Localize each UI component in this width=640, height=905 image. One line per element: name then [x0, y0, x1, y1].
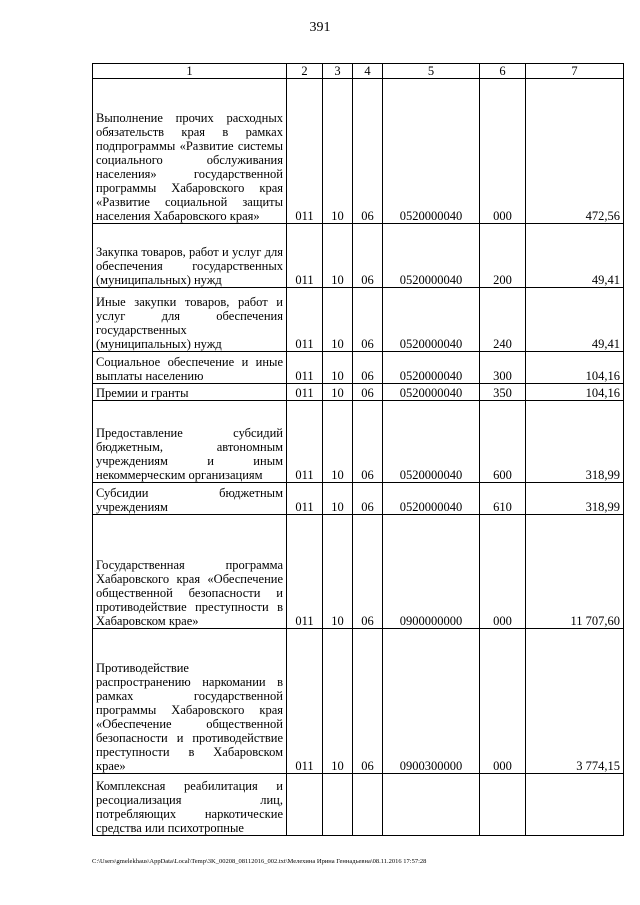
target-code: 0900300000 [383, 629, 480, 774]
file-path-footer: C:\Users\gmelekhaus\AppData\Local\Temp\3K_00208_08112016_002.txt\Мелехина Ирина Геннадьевна\08.11.2016 17:57:28 [92, 858, 427, 865]
ministry-code: 011 [287, 288, 323, 352]
section-code: 10 [323, 224, 353, 288]
table-row [93, 515, 624, 629]
header-col-4: 4 [353, 64, 383, 79]
ministry-code: 011 [287, 629, 323, 774]
table-row [93, 483, 624, 515]
section-code: 10 [323, 288, 353, 352]
target-code: 0520000040 [383, 483, 480, 515]
section-code: 10 [323, 483, 353, 515]
amount: 318,99 [526, 401, 624, 483]
table-row [93, 384, 624, 401]
header-col-7: 7 [526, 64, 624, 79]
expense-type-code: 240 [480, 288, 526, 352]
subsection-code: 06 [353, 384, 383, 401]
amount: 472,56 [526, 79, 624, 224]
table-row [93, 224, 624, 288]
ministry-code: 011 [287, 224, 323, 288]
header-col-1: 1 [93, 64, 287, 79]
ministry-code: 011 [287, 515, 323, 629]
subsection-code: 06 [353, 483, 383, 515]
expense-name: Социальное обеспечение и иные выплаты населению [93, 352, 287, 384]
target-code: 0520000040 [383, 401, 480, 483]
section-code: 10 [323, 515, 353, 629]
expense-type-code: 600 [480, 401, 526, 483]
subsection-code: 06 [353, 352, 383, 384]
target-code: 0520000040 [383, 384, 480, 401]
amount: 11 707,60 [526, 515, 624, 629]
table-row [93, 79, 624, 224]
ministry-code: 011 [287, 352, 323, 384]
expense-type-code: 000 [480, 629, 526, 774]
table-row [93, 401, 624, 483]
header-col-3: 3 [323, 64, 353, 79]
subsection-code: 06 [353, 401, 383, 483]
expense-type-code: 200 [480, 224, 526, 288]
amount: 104,16 [526, 384, 624, 401]
subsection-code: 06 [353, 629, 383, 774]
section-code: 10 [323, 79, 353, 224]
header-col-2: 2 [287, 64, 323, 79]
target-code: 0520000040 [383, 352, 480, 384]
section-code: 10 [323, 384, 353, 401]
expense-name: Иные закупки товаров, работ и услуг для обеспечения государственных (муниципальных) нужд [93, 288, 287, 352]
subsection-code: 06 [353, 515, 383, 629]
target-code [383, 774, 480, 836]
expense-type-code: 000 [480, 515, 526, 629]
amount: 104,16 [526, 352, 624, 384]
target-code: 0520000040 [383, 288, 480, 352]
header-col-5: 5 [383, 64, 480, 79]
ministry-code: 011 [287, 79, 323, 224]
expense-name: Субсидии бюджетным учреждениям [93, 483, 287, 515]
expense-name: Выполнение прочих расходных обязательств края в рамках подпрограммы «Развитие системы социального обслуживания населения» государственной программы Хабаровского края «Развитие социальной защиты населения Хабаровского края» [93, 79, 287, 224]
amount: 49,41 [526, 288, 624, 352]
expense-type-code: 000 [480, 79, 526, 224]
table-row [93, 288, 624, 352]
expense-name: Предоставление субсидий бюджетным, автономным учреждениям и иным некоммерческим организациям [93, 401, 287, 483]
table-row [93, 352, 624, 384]
expense-name: Комплексная реабилитация и ресоциализация лиц, потребляющих наркотические средства или психотропные [93, 774, 287, 836]
subsection-code: 06 [353, 224, 383, 288]
table-row [93, 629, 624, 774]
expense-type-code: 610 [480, 483, 526, 515]
section-code: 10 [323, 352, 353, 384]
expense-type-code: 350 [480, 384, 526, 401]
expense-name: Государственная программа Хабаровского края «Обеспечение общественной безопасности и противодействие преступности в Хабаровском крае» [93, 515, 287, 629]
section-code: 10 [323, 401, 353, 483]
ministry-code: 011 [287, 483, 323, 515]
amount: 318,99 [526, 483, 624, 515]
expense-name: Закупка товаров, работ и услуг для обеспечения государственных (муниципальных) нужд [93, 224, 287, 288]
ministry-code [287, 774, 323, 836]
subsection-code: 06 [353, 288, 383, 352]
page-number: 391 [309, 20, 331, 35]
amount [526, 774, 624, 836]
subsection-code: 06 [353, 79, 383, 224]
target-code: 0520000040 [383, 224, 480, 288]
section-code [323, 774, 353, 836]
target-code: 0900000000 [383, 515, 480, 629]
expense-type-code: 300 [480, 352, 526, 384]
header-col-6: 6 [480, 64, 526, 79]
table-row [93, 774, 624, 836]
table-header-row [93, 64, 624, 79]
budget-table [92, 63, 624, 836]
amount: 49,41 [526, 224, 624, 288]
ministry-code: 011 [287, 401, 323, 483]
amount: 3 774,15 [526, 629, 624, 774]
ministry-code: 011 [287, 384, 323, 401]
expense-name: Премии и гранты [93, 384, 287, 401]
expense-name: Противодействие распространению наркомании в рамках государственной программы Хабаровского края «Обеспечение общественной безопасности и противодействие преступности в Хабаровском крае» [93, 629, 287, 774]
subsection-code [353, 774, 383, 836]
expense-type-code [480, 774, 526, 836]
section-code: 10 [323, 629, 353, 774]
target-code: 0520000040 [383, 79, 480, 224]
